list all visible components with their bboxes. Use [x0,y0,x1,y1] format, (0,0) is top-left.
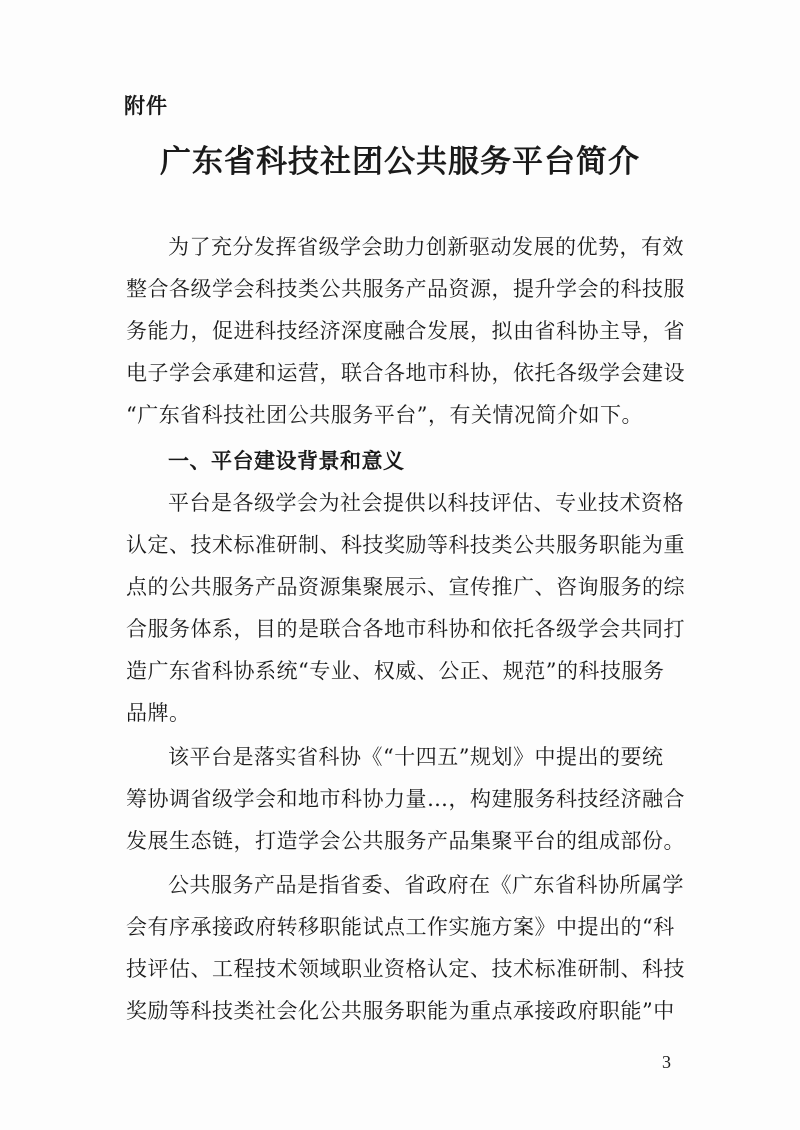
paragraph-line: 电子学会承建和运营，联合各地市科协，依托各级学会建设 [126,361,685,385]
paragraph-line: 合服务体系，目的是联合各地市科协和依托各级学会共同打 [126,617,685,641]
paragraph-line: 点的公共服务产品资源集聚展示、宣传推广、咨询服务的综 [126,575,685,599]
paragraph-line: 公共服务产品是指省委、省政府在《广东省科协所属学 [168,873,684,897]
paragraph-line: 务能力，促进科技经济深度融合发展，拟由省科协主导，省 [126,319,685,343]
page-title: 广东省科技社团公共服务平台简介 [160,144,640,180]
paragraph-line: “广东省科技社团公共服务平台”，有关情况简介如下。 [126,403,643,427]
paragraph-line: 造广东省科协系统“专业、权威、公正、规范”的科技服务 [126,659,665,683]
paragraph-line: 为了充分发挥省级学会助力创新驱动发展的优势，有效 [168,235,684,259]
paragraph-line: 筹协调省级学会和地市科协力量…，构建服务科技经济融合 [126,787,685,811]
paragraph-line: 整合各级学会科技类公共服务产品资源，提升学会的科技服 [126,277,685,301]
paragraph-line: 会有序承接政府转移职能试点工作实施方案》中提出的“科 [126,915,675,939]
paragraph-line: 发展生态链，打造学会公共服务产品集聚平台的组成部份。 [126,829,685,853]
paragraph-line: 品牌。 [126,701,191,725]
paragraph-line: 平台是各级学会为社会提供以科技评估、专业技术资格 [168,491,684,515]
section-heading: 一、平台建设背景和意义 [168,448,405,473]
paragraph-line: 奖励等科技类社会化公共服务职能为重点承接政府职能”中 [126,999,675,1023]
paragraph-line: 认定、技术标准研制、科技奖励等科技类公共服务职能为重 [126,533,685,557]
attachment-label: 附件 [124,93,168,118]
page-number: 3 [662,1052,671,1072]
paragraph-line: 该平台是落实省科协《“十四五”规划》中提出的要统 [168,745,664,769]
paragraph-line: 技评估、工程技术领域职业资格认定、技术标准研制、科技 [126,957,685,981]
